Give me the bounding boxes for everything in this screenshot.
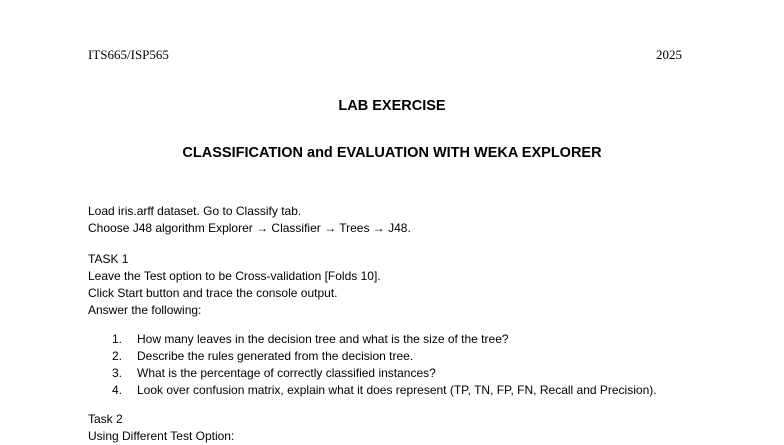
- intro-line-2: Choose J48 algorithm Explorer → Classifier → Trees → J48.: [88, 221, 411, 235]
- header-year: 2025: [656, 47, 682, 62]
- task1-heading: TASK 1: [88, 252, 129, 266]
- list-item-text: How many leaves in the decision tree and what is the size of the tree?: [137, 332, 509, 346]
- question-list: [112, 331, 657, 399]
- list-item: [112, 365, 657, 382]
- task1-line-3: Answer the following:: [88, 303, 202, 317]
- list-item-text: Look over confusion matrix, explain what it does represent (TP, TN, FP, FN, Recall and Precision).: [137, 383, 657, 397]
- list-item-number: 2.: [112, 349, 123, 363]
- list-item: [112, 348, 657, 365]
- list-item-number: 3.: [112, 366, 123, 380]
- task2-section: [88, 411, 234, 445]
- header-course-code: ITS665/ISP565: [88, 47, 169, 62]
- page-title: LAB EXERCISE: [338, 98, 446, 114]
- list-item-number: 1.: [112, 332, 123, 346]
- list-item-text: Describe the rules generated from the decision tree.: [137, 349, 414, 363]
- intro-line-1: Load iris.arff dataset. Go to Classify tab.: [88, 204, 302, 218]
- intro-paragraph: [88, 203, 411, 237]
- list-item-number: 4.: [112, 383, 123, 397]
- task1-line-2: Click Start button and trace the console output.: [88, 286, 338, 300]
- task1-section: [88, 251, 381, 319]
- task2-line-1: Using Different Test Option:: [88, 429, 235, 443]
- list-item: [112, 331, 657, 348]
- list-item-text: What is the percentage of correctly classified instances?: [137, 366, 436, 380]
- task2-heading: Task 2: [88, 412, 123, 426]
- list-item: [112, 382, 657, 399]
- task1-line-1: Leave the Test option to be Cross-validation [Folds 10].: [88, 269, 381, 283]
- page-subtitle: CLASSIFICATION and EVALUATION WITH WEKA EXPLORER: [182, 145, 602, 161]
